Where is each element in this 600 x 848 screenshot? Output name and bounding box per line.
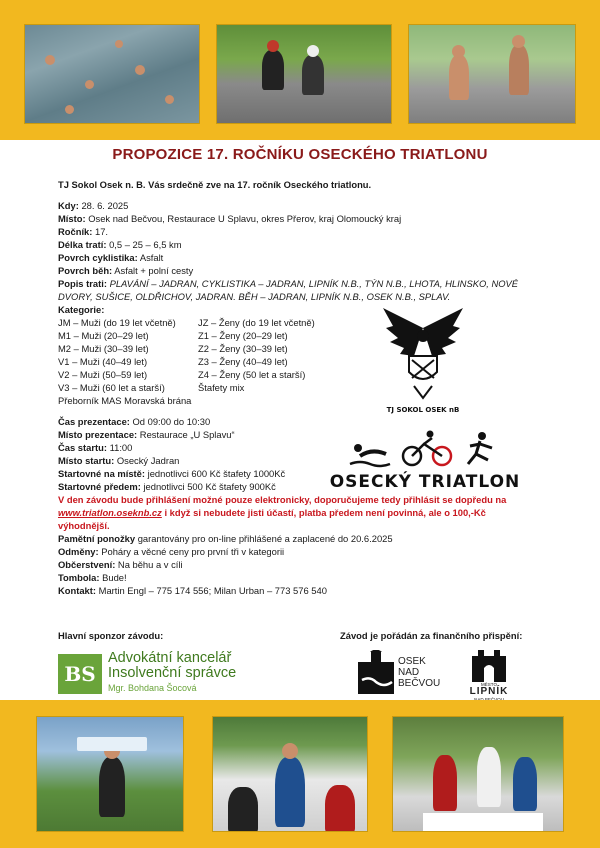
svg-text:TJ SOKOL OSEK nB: TJ SOKOL OSEK nB (386, 406, 460, 414)
women-categories (198, 316, 348, 394)
men-categories (58, 316, 198, 394)
category-item: V1 – Muži (40–49 let) (58, 356, 148, 367)
running-photo (408, 24, 576, 124)
category-item: Z4 – Ženy (50 let a starší) (198, 369, 306, 380)
fee-in-advance: Startovné předem: jednotlivci 500 Kč štafety 900Kč (58, 481, 276, 492)
award-ceremony-photo (392, 716, 564, 832)
cycling-photo (216, 24, 392, 124)
socks-info: Pamětní ponožky garantovány pro on-line přihlášené a zaplacené do 20.6.2025 (58, 533, 393, 544)
refreshments-info: Občerstvení: Na běhu a v cíli (58, 559, 183, 570)
bs-logo: BS (58, 654, 102, 694)
category-item: M2 – Muži (30–39 let) (58, 343, 149, 354)
triatlon-logo-text: OSECKÝ TRIATLON (329, 472, 521, 492)
swimming-photo (24, 24, 200, 124)
main-sponsor-heading: Hlavní sponzor závodu: (58, 630, 164, 641)
prizes-info: Odměny: Poháry a věcné ceny pro první tři v kategorii (58, 546, 285, 557)
lipnik-castle-icon (470, 648, 508, 682)
category-item: Štafety mix (198, 382, 245, 393)
category-item: JZ – Ženy (do 19 let včetně) (198, 317, 315, 328)
category-item: Z1 – Ženy (20–29 let) (198, 330, 288, 341)
category-item: JM – Muži (do 19 let včetně) (58, 317, 176, 328)
sokol-eagle-logo (378, 308, 468, 418)
info-place: Místo: Osek nad Bečvou, Restaurace U Splavu, okres Přerov, kraj Olomoucký kraj (58, 213, 402, 224)
bs-sponsor-text: Advokátní kancelář Insolvenční správce Mgr. Bohdana Šocová (108, 650, 237, 693)
lipnik-name: LIPNÍK (469, 686, 509, 697)
category-item: Z3 – Ženy (40–49 let) (198, 356, 288, 367)
start-place: Místo startu: Osecký Jadran (58, 455, 180, 466)
registration-notice: V den závodu bude přihlášení možné pouze elektronicky, doporučujeme tedy přihlásit se dopředu na www.triatlon.oseknb.cz i když si nebudete jisti účastí, platba předem není povinná, ale o 100,-Kč výhodnější. (58, 494, 507, 531)
category-item: Z2 – Ženy (30–39 let) (198, 343, 288, 354)
finish-line-photo (36, 716, 184, 832)
info-bike-surface: Povrch cyklistika: Asfalt (58, 252, 164, 263)
registration-time: Čas prezentace: Od 09:00 do 10:30 (58, 416, 211, 427)
categories-heading: Kategorie: (58, 304, 105, 315)
mas-championship: Přeborník MAS Moravská brána (58, 395, 192, 406)
start-time: Čas startu: 11:00 (58, 442, 133, 453)
info-distance: Délka tratí: 0,5 – 25 – 6,5 km (58, 239, 182, 250)
intro-text: TJ Sokol Osek n. B. Vás srdečně zve na 17. ročník Oseckého triatlonu. (58, 179, 372, 190)
page-title: PROPOZICE 17. ROČNÍKU OSECKÉHO TRIATLONU (112, 146, 488, 163)
info-run-surface: Povrch běh: Asfalt + polní cesty (58, 265, 194, 276)
registration-link[interactable]: www.triatlon.oseknb.cz (58, 507, 162, 518)
raffle-info: Tombola: Bude! (58, 572, 127, 583)
osek-nad-becvou-text: OSEK NAD BEČVOU (398, 656, 441, 689)
category-item: V3 – Muži (60 let a starší) (58, 382, 165, 393)
podium-photo (212, 716, 368, 832)
contact-info: Kontakt: Martin Engl – 775 174 556; Milan Urban – 773 576 540 (58, 585, 327, 596)
category-item: V2 – Muži (50–59 let) (58, 369, 148, 380)
category-item: M1 – Muži (20–29 let) (58, 330, 149, 341)
financial-support-heading: Závod je pořádán za finančního přispění: (340, 630, 523, 641)
triathlon-pictogram (320, 430, 530, 470)
osecky-triatlon-logo (320, 430, 530, 494)
registration-place: Místo prezentace: Restaurace „U Splavu“ (58, 429, 235, 440)
info-edition: Ročník: 17. (58, 226, 109, 237)
lipnik-city-label: MĚSTO (481, 682, 497, 687)
osek-church-icon (358, 650, 394, 694)
fee-on-site: Startovné na místě: jednotlivci 600 Kč štafety 1000Kč (58, 468, 286, 479)
info-date: Kdy: 28. 6. 2025 (58, 200, 129, 211)
route-description: Popis trati: PLAVÁNÍ – JADRAN, CYKLISTIKA – JADRAN, LIPNÍK N.B., TÝN N.B., LHOTA, HLINSKO, NOVÉ DVORY, SUŠICE, OLDŘICHOV, JADRAN. BĚH – JADRAN, LIPNÍK N.B., OSEK N.B., SPLAV. (58, 278, 519, 302)
